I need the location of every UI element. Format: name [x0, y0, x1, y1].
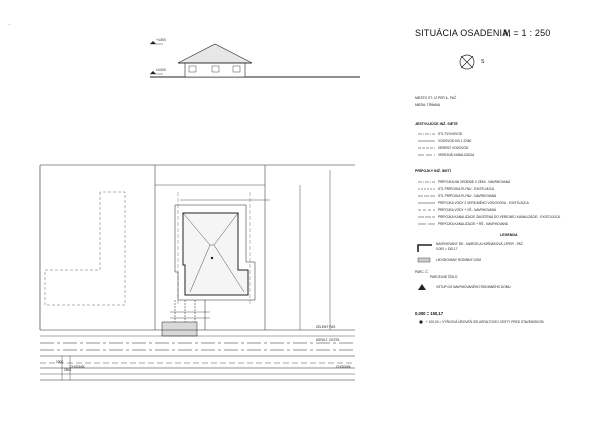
planned-item: PRÍPOJKA KANALIZÁCIE ZAÚSTENÁ DO VEREJNEJ KANALIZÁCIE - EXISTUJÚCA [438, 215, 561, 219]
info-line-2: MIERA: TÍRNAVA [415, 103, 441, 107]
legend-symbols [418, 134, 435, 324]
existing-item: VODOVOD DN 1 22/60 [438, 139, 472, 143]
legend-item: 0,000 = 150,17 [436, 247, 458, 251]
existing-item: VERENÝ VODOVOD [438, 146, 469, 150]
street-label-a: ZELENÝ PAS [316, 325, 336, 329]
reference-note: + 100,00 = VÝŠKOVÁ ÚROVEŇ OSI ASFALTOVEJ CESTY PRED STAVENISKOM [426, 320, 544, 324]
legend-item: LIKVIDOVANÝ RODINNÝ DOM [436, 258, 481, 262]
north-arrow-icon [460, 55, 474, 69]
legend-heading: LEGENDA [500, 233, 518, 237]
dimension-a: 2000 [56, 360, 64, 364]
street-label-b: ASFALT. CESTA [316, 338, 340, 342]
reference-value: 0,000 = 150,17 [415, 311, 444, 316]
house-elevation [150, 41, 360, 77]
existing-item: STL PLYNOVOD [438, 132, 463, 136]
elevation-level-ground: ±0,000 [156, 68, 166, 72]
planned-item: PRÍPOJKA NN VEDENIE V ZEMI - NAVRHOVANÁ [438, 180, 511, 184]
sidewalk-label-right: CHODNÍK [336, 365, 351, 369]
legend-item: NAVRHOVANÝ RD - MARCELA HORNÁKOVÁ, IZPER - PAČ [436, 242, 523, 246]
planned-item: STL PRÍPOJKA PLYNU - EXISTUJÚCA [438, 187, 495, 191]
planned-item: PRÍPOJKA KANALIZÁCIE + RŠ - NAVRHOVANÁ [438, 222, 508, 226]
site-plan [40, 165, 355, 380]
legend-item: PARCELNÉ ČÍSLO [430, 275, 458, 279]
north-letter: S [481, 59, 485, 65]
planned-networks-heading: PRÍPOJKY INŽ. SIETÍ [415, 169, 451, 173]
planned-item: PRÍPOJKA VODY + VŠ - NAVRHOVANÁ [438, 208, 497, 212]
drawing-scale: M = 1 : 250 [503, 28, 551, 38]
elevation-level-top: +4,500 [156, 38, 166, 42]
drawing-title: SITUÁCIA OSADENIA, [415, 28, 512, 38]
planned-item: PRÍPOJKA VODY Z VEREJNÉHO VODOVODU - EXISTUJÚCA [438, 201, 529, 205]
legend-item: VSTUP DO NAVRHOVANÉHO RODINNÉHO DOMU [436, 285, 511, 289]
legend-item: PARC. Č. [415, 270, 429, 274]
planned-item: STL PRÍPOJKA PLYNU - NAVRHOVANÁ [438, 194, 497, 198]
existing-item: VEREJNÁ KANALIZÁCIA [438, 153, 475, 157]
corner-mark: — [8, 22, 12, 26]
sidewalk-label-left: CHODNÍK [70, 365, 85, 369]
dimension-b: 2500 [64, 368, 72, 372]
existing-networks-heading: JESTVUJÚCE INŽ. SIETE [415, 122, 458, 126]
info-line-1: MIESTO ST.: IZ PER IL. PAČ [415, 96, 457, 100]
